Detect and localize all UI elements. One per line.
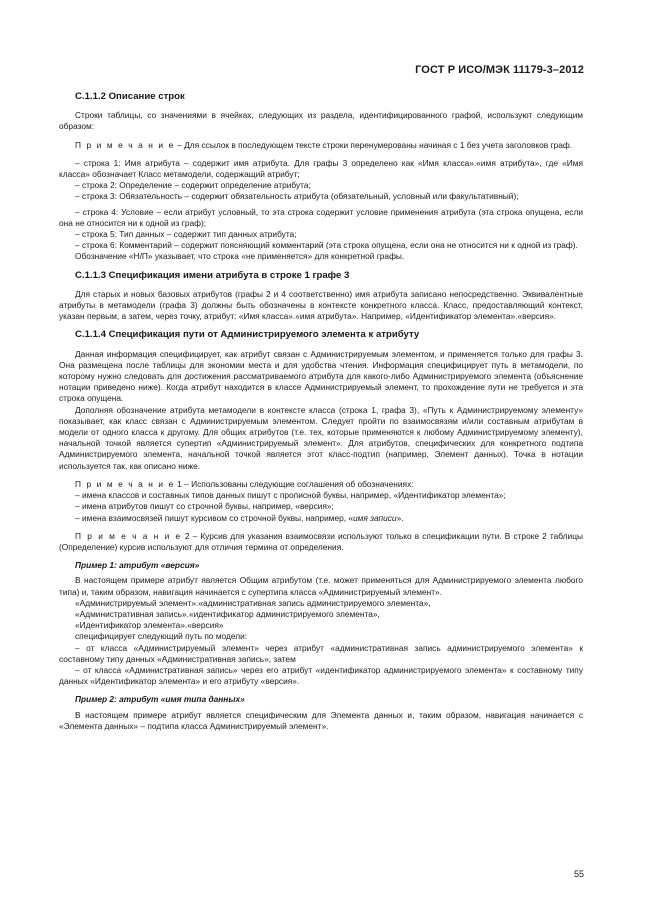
section-heading-c113: C.1.1.3 Спецификация имени атрибута в строке 1 графе 3 — [75, 269, 350, 281]
page-number: 55 — [573, 869, 584, 879]
paragraph: Обозначение «Н/П» указывает, что строка «не применяется» для конкретной графы. — [75, 251, 405, 262]
example-title: Пример 2: атрибут «имя типа данных» — [75, 694, 245, 705]
example-line: «Администрируемый элемент».«административная запись администрируемого элемента», — [75, 597, 431, 608]
document-id-header: ГОСТ Р ИСО/МЭК 11179-3–2012 — [415, 64, 584, 76]
paragraph: Дополняя обозначение атрибута метамодели в контексте класса (строка 1, графа 3), «Путь к Администрируемому элементу» показывает, как класс связан с Администрируемым элементом. Следует пройти по взаимосвязям и/или составным атрибутам в модели от одного класса к другому. Для общих атрибутов (т.е. тех, которые применяются к любому Администрируемому элементу), начальной точкой является супертип «Администрируемый элемент». Для атрибутов, специфических для конкретного подтипа Администрируемого элемента, начальной точкой является этот класс-подтип (например, Элемент данных). Точка в нотации используется так, как описано ниже. — [59, 404, 583, 471]
document-body — [59, 91, 583, 732]
note — [59, 479, 583, 490]
list-item: – строка 1: Имя атрибута – содержит имя атрибута. Для графы 3 определено как «Имя класса».«имя атрибута», где «Имя класса» обозначает Класс метамодели, содержащий атрибут; — [59, 157, 583, 180]
list-item: – строка 5: Тип данных – содержит тип данных атрибута; — [75, 229, 297, 240]
note-text: – Для ссылок в последующем тексте строки перенумерованы начиная с 1 без учета заголовков граф. — [174, 139, 573, 150]
list-item: – имена классов и составных типов данных пишут с прописной буквы, например, «Идентификатор элемента»; — [75, 490, 506, 501]
list-item: – строка 3: Обязательность – содержит обязательность атрибута (обязательный, условный или факультативный); — [75, 191, 519, 202]
text-run: – имена взаимосвязей пишут курсивом со строчной буквы, например, « — [75, 512, 354, 523]
list-item — [59, 513, 583, 524]
paragraph: Для старых и новых базовых атрибутов (графы 2 и 4 соответственно) имя атрибута записано непосредственно. Эквивалентные атрибуты в метамодели (графа 3) должны быть обозначены в контексте конкретного класса. Класс, предоставляющий контекст, указан первым, а затем, через точку, атрибут: «Имя класса».«имя атрибута». Например, «Идентификатор элемента».«версия». — [59, 288, 583, 322]
paragraph: В настоящем примере атрибут является Общим атрибутом (т.е. может применяться для Администрируемого элемента любого типа) и, таким образом, навигация начинается с супертипа класса «Администрируемый элемент». — [59, 575, 583, 597]
example-title: Пример 1: атрибут «версия» — [75, 560, 200, 571]
note-label: П р и м е ч а н и е — [75, 530, 182, 541]
paragraph: Строки таблицы, со значениями в ячейках, следующих из раздела, идентифицированного графой, используют следующим образом: — [59, 110, 583, 132]
paragraph: В настоящем примере атрибут является специфическим для Элемента данных и, таким образом, навигация начинается с «Элемента данных» – подтипа класса Администрируемый элемент». — [59, 709, 583, 731]
note-text: 2 – Курсив для указания взаимосвязи используют только в спецификации пути. В строке 2 таблицы (Определение) курсив используют для отличия термина от определения. — [59, 530, 583, 552]
italic-term: имя записи — [353, 512, 397, 523]
section-heading-c112: C.1.1.2 Описание строк — [75, 91, 185, 102]
section-heading-c114: C.1.1.4 Спецификация пути от Администрируемого элемента к атрибуту — [75, 329, 420, 341]
text-run: ». — [396, 512, 404, 523]
note — [59, 531, 583, 553]
list-item: – от класса «Административная запись» через его атрибут «идентификатор администрируемого элемента» к составному типу данных «Идентификатор элемента» и его атрибуту «версия». — [59, 664, 583, 687]
example-line: «Идентификатор элемента».«версия» — [75, 620, 224, 631]
note — [59, 140, 583, 151]
list-item: – строка 4: Условие – если атрибут условный, то эта строка содержит условие применения атрибута (эта строка опущена, если она не относится ни к одной из граф); — [59, 206, 583, 228]
note-label: П р и м е ч а н и е — [75, 139, 175, 150]
example-line: специфицирует следующий путь по модели: — [75, 631, 248, 642]
paragraph: Данная информация специфицирует, как атрибут связан с Администрируемым элементом, и применяется только для графы 3. Она размещена после таблицы для экономии места и для удобства чтения. Информация специфицирует путь в метамодели, по которому нужно следовать для достижения рассматриваемого атрибута для какого-либо Администрируемого элемента (объяснение нотации приведено ниже). Когда атрибут находится в классе Администрируемый элемент, то прохождение пути не требуется и эта строка опущена. — [59, 348, 583, 404]
list-item: – строка 6: Комментарий – содержит поясняющий комментарий (эта строка опущена, если она не относится ни к одной из граф). — [75, 240, 578, 251]
list-item: – от класса «Администрируемый элемент» через атрибут «административная запись администрируемого элемента» к составному типу данных «Административная запись», затем — [59, 642, 583, 664]
note-label: П р и м е ч а н и е — [75, 478, 175, 489]
list-item: – строка 2: Определение – содержит определение атрибута; — [75, 180, 311, 191]
note-text: 1 – Использованы следующие соглашения об обозначениях: — [174, 478, 414, 489]
example-line: «Административная запись».«идентификатор администрируемого элемента», — [75, 608, 380, 619]
list-item: – имена атрибутов пишут со строчной буквы, например, «версия»; — [75, 501, 334, 512]
